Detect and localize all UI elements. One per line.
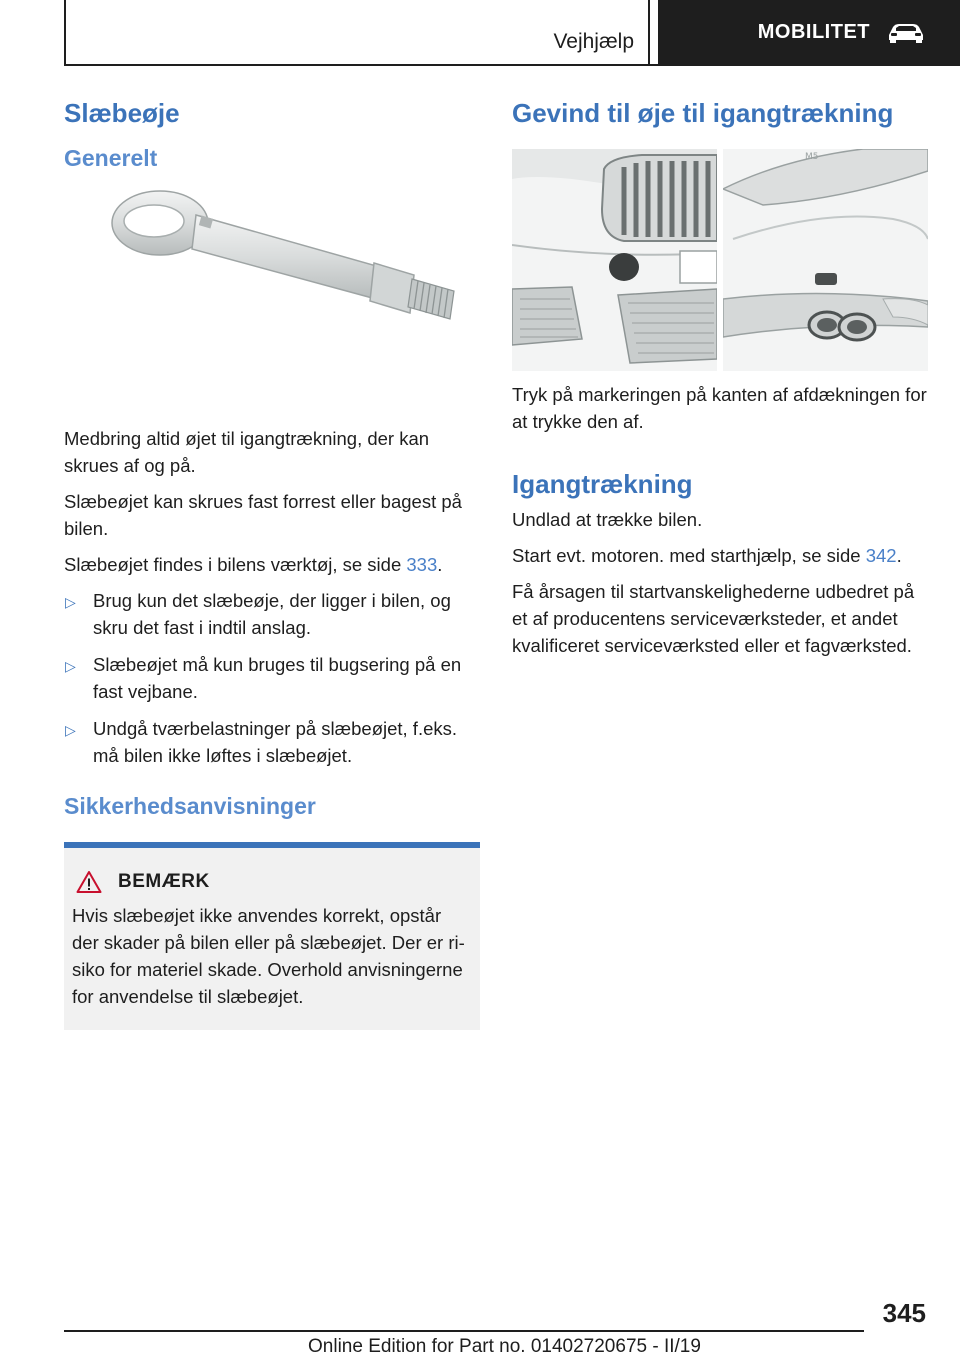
header-chapter-tab[interactable]	[658, 0, 960, 64]
left-column	[64, 98, 482, 1030]
paragraph-jump-start	[512, 542, 930, 569]
bullet-triangle-icon: ▷	[65, 593, 76, 610]
list-item-text: Slæbeøjet må kun bruges til bugsering på en fast vejbane.	[93, 653, 462, 702]
notice-header	[72, 870, 472, 894]
footer-edition: Online Edition for Part no. 01402720675 - II/19	[308, 1336, 701, 1357]
warning-icon	[76, 870, 102, 894]
paragraph-jump-start-suffix: .	[896, 545, 902, 567]
section-title-tow-eye: Slæbeøje	[64, 98, 180, 128]
list-item-text: Brug kun det slæbeøje, der ligger i bilen, og skru det fast i indtil anslag.	[93, 589, 451, 638]
paragraph-location	[64, 551, 482, 578]
header-rule	[64, 64, 960, 66]
right-column	[512, 98, 930, 668]
paragraph-do-not-tow: Undlad at trække bilen.	[512, 509, 703, 531]
subtitle-safety: Sikkerhedsanvisninger	[64, 792, 316, 819]
tow-eye-illustration	[64, 179, 482, 409]
bullet-triangle-icon: ▷	[65, 657, 76, 674]
notice-text: Hvis slæbeøjet ikke anvendes korrekt, opstår der skader på bilen eller på slæbeøjet. Der er risiko for materiel skade. Overhold anvisningerne for anvendelse til slæbeøjet.	[72, 905, 465, 1008]
list-item	[64, 715, 482, 769]
section-title-thread: Gevind til øje til igangtrækning	[512, 98, 894, 128]
paragraph-mount-position: Slæbeøjet kan skrues fast forrest eller bagest på bilen.	[64, 490, 462, 539]
paragraph-jump-start-text: Start evt. motoren. med starthjælp, se side	[512, 545, 866, 567]
header-separator	[648, 0, 650, 66]
subtitle-general: Generelt	[64, 145, 158, 172]
notice-title: BEMÆRK	[118, 871, 210, 893]
car-bumper-illustrations	[512, 149, 928, 371]
front-bumper-illustration	[512, 149, 717, 371]
rear-bumper-illustration	[723, 149, 928, 371]
header-left-rule	[64, 0, 66, 66]
page-link-333[interactable]: 333	[406, 553, 438, 575]
list-item	[64, 651, 482, 705]
paragraph-location-text: Slæbeøjet findes i bilens værktøj, se side	[64, 553, 407, 575]
paragraph-bring-eye: Medbring altid øjet til igangtrækning, der kan skrues af og på.	[64, 427, 430, 476]
header-section-title: Vejhjælp	[553, 30, 634, 53]
list-item-text: Undgå tværbelastninger på slæbeøjet, f.eks. må bilen ikke løftes i slæbeøjet.	[93, 717, 458, 766]
svg-text:M5: M5	[805, 152, 819, 163]
list-item	[64, 587, 482, 641]
car-icon	[886, 21, 926, 43]
tow-eye-rules-list	[64, 587, 482, 769]
page-link-342[interactable]: 342	[865, 545, 897, 567]
section-title-jump-start: Igangtrækning	[512, 469, 693, 500]
notice-box	[64, 842, 480, 1030]
page-number: 345	[882, 1298, 926, 1328]
image-caption: Tryk på markeringen på kanten af afdækningen for at trykke den af.	[512, 384, 927, 433]
footer-rule	[64, 1330, 864, 1332]
bullet-triangle-icon: ▷	[65, 721, 76, 738]
chapter-tab-label: MOBILITET	[757, 20, 870, 43]
paragraph-location-suffix: .	[437, 553, 443, 575]
paragraph-repair: Få årsagen til startvanskelighederne udbedret på et af producentens serviceværksteder, et andet kvalificeret serviceværksted eller et fagværksted.	[512, 581, 915, 657]
